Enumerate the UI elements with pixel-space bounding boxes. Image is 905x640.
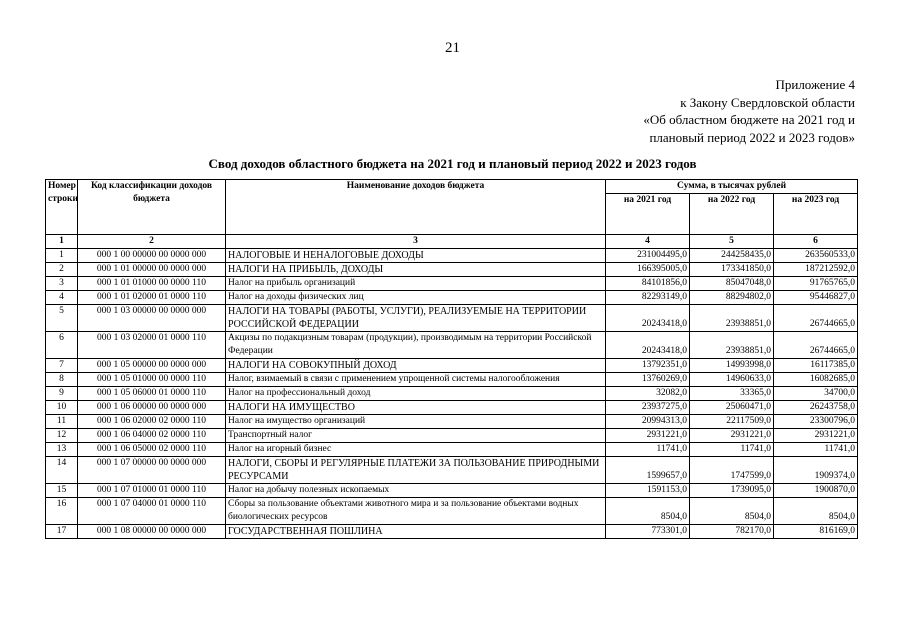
amount-2022-cell: 85047048,0	[690, 277, 774, 291]
table-row	[46, 387, 858, 401]
amount-2023-cell: 16082685,0	[774, 373, 858, 387]
amount-2021-cell: 1591153,0	[606, 484, 690, 498]
amount-2022-cell: 8504,0	[690, 498, 774, 525]
amount-2023-cell: 34700,0	[774, 387, 858, 401]
classification-code-cell: 000 1 06 05000 02 0000 110	[78, 443, 226, 457]
amount-2021-cell: 20243418,0	[606, 305, 690, 332]
revenue-name-cell: НАЛОГИ НА ТОВАРЫ (РАБОТЫ, УСЛУГИ), РЕАЛИЗУЕМЫЕ НА ТЕРРИТОРИИ РОССИЙСКОЙ ФЕДЕРАЦИИ	[226, 305, 606, 332]
amount-2021-cell: 11741,0	[606, 443, 690, 457]
classification-code-cell: 000 1 08 00000 00 0000 000	[78, 525, 226, 539]
classification-code-cell: 000 1 03 02000 01 0000 110	[78, 332, 226, 359]
table-row	[46, 443, 858, 457]
amount-2022-cell: 11741,0	[690, 443, 774, 457]
amount-2021-cell: 8504,0	[606, 498, 690, 525]
table-row	[46, 305, 858, 332]
amount-2023-cell: 263560533,0	[774, 249, 858, 263]
classification-code-cell: 000 1 05 00000 00 0000 000	[78, 359, 226, 373]
table-row	[46, 332, 858, 359]
amount-2022-cell: 244258435,0	[690, 249, 774, 263]
amount-2021-cell: 13792351,0	[606, 359, 690, 373]
amount-2023-cell: 26744665,0	[774, 305, 858, 332]
amount-2022-cell: 23938851,0	[690, 305, 774, 332]
amount-2023-cell: 1900870,0	[774, 484, 858, 498]
column-index: 2	[78, 235, 226, 249]
table-row	[46, 484, 858, 498]
revenue-name-cell: ГОСУДАРСТВЕННАЯ ПОШЛИНА	[226, 525, 606, 539]
column-index: 3	[226, 235, 606, 249]
classification-code-cell: 000 1 03 00000 00 0000 000	[78, 305, 226, 332]
appendix-line-1: Приложение 4	[775, 77, 855, 92]
row-number-cell: 5	[46, 305, 78, 332]
row-number-cell: 9	[46, 387, 78, 401]
amount-2022-cell: 25060471,0	[690, 401, 774, 415]
header-revenue-name: Наименование доходов бюджета	[226, 180, 606, 235]
amount-2021-cell: 231004495,0	[606, 249, 690, 263]
amount-2023-cell: 26744665,0	[774, 332, 858, 359]
table-row	[46, 373, 858, 387]
header-year-2021: на 2021 год	[606, 194, 690, 235]
table-row	[46, 291, 858, 305]
amount-2022-cell: 173341850,0	[690, 263, 774, 277]
amount-2021-cell: 166395005,0	[606, 263, 690, 277]
table-row	[46, 249, 858, 263]
amount-2022-cell: 782170,0	[690, 525, 774, 539]
table-row	[46, 415, 858, 429]
amount-2022-cell: 14960633,0	[690, 373, 774, 387]
column-index: 4	[606, 235, 690, 249]
revenue-name-cell: Налог на доходы физических лиц	[226, 291, 606, 305]
revenue-name-cell: НАЛОГОВЫЕ И НЕНАЛОГОВЫЕ ДОХОДЫ	[226, 249, 606, 263]
header-year-2023: на 2023 год	[774, 194, 858, 235]
row-number-cell: 15	[46, 484, 78, 498]
classification-code-cell: 000 1 05 06000 01 0000 110	[78, 387, 226, 401]
amount-2022-cell: 22117509,0	[690, 415, 774, 429]
revenue-name-cell: Налог на имущество организаций	[226, 415, 606, 429]
classification-code-cell: 000 1 07 04000 01 0000 110	[78, 498, 226, 525]
row-number-cell: 11	[46, 415, 78, 429]
table-row	[46, 277, 858, 291]
classification-code-cell: 000 1 01 00000 00 0000 000	[78, 263, 226, 277]
amount-2022-cell: 88294802,0	[690, 291, 774, 305]
amount-2021-cell: 13760269,0	[606, 373, 690, 387]
amount-2021-cell: 32082,0	[606, 387, 690, 401]
amount-2021-cell: 2931221,0	[606, 429, 690, 443]
amount-2021-cell: 84101856,0	[606, 277, 690, 291]
row-number-cell: 6	[46, 332, 78, 359]
amount-2023-cell: 187212592,0	[774, 263, 858, 277]
revenue-name-cell: Сборы за пользование объектами животного мира и за пользование объектами водных биологических ресурсов	[226, 498, 606, 525]
revenue-name-cell: НАЛОГИ НА ИМУЩЕСТВО	[226, 401, 606, 415]
revenue-name-cell: НАЛОГИ НА СОВОКУПНЫЙ ДОХОД	[226, 359, 606, 373]
amount-2021-cell: 82293149,0	[606, 291, 690, 305]
row-number-cell: 14	[46, 457, 78, 484]
amount-2021-cell: 773301,0	[606, 525, 690, 539]
column-index: 6	[774, 235, 858, 249]
appendix-line-3: «Об областном бюджете на 2021 год и	[643, 112, 855, 127]
amount-2023-cell: 23300796,0	[774, 415, 858, 429]
row-number-cell: 16	[46, 498, 78, 525]
amount-2023-cell: 1909374,0	[774, 457, 858, 484]
revenue-name-cell: Налог на профессиональный доход	[226, 387, 606, 401]
row-number-cell: 10	[46, 401, 78, 415]
header-year-2022: на 2022 год	[690, 194, 774, 235]
amount-2022-cell: 1739095,0	[690, 484, 774, 498]
row-number-cell: 12	[46, 429, 78, 443]
amount-2023-cell: 11741,0	[774, 443, 858, 457]
table-row	[46, 359, 858, 373]
amount-2023-cell: 95446827,0	[774, 291, 858, 305]
classification-code-cell: 000 1 00 00000 00 0000 000	[78, 249, 226, 263]
classification-code-cell: 000 1 07 00000 00 0000 000	[78, 457, 226, 484]
amount-2023-cell: 816169,0	[774, 525, 858, 539]
classification-code-cell: 000 1 06 00000 00 0000 000	[78, 401, 226, 415]
amount-2023-cell: 16117385,0	[774, 359, 858, 373]
amount-2023-cell: 2931221,0	[774, 429, 858, 443]
amount-2022-cell: 14993998,0	[690, 359, 774, 373]
table-row	[46, 457, 858, 484]
appendix-header	[643, 76, 855, 146]
table-row	[46, 525, 858, 539]
revenue-name-cell: Транспортный налог	[226, 429, 606, 443]
amount-2022-cell: 33365,0	[690, 387, 774, 401]
row-number-cell: 3	[46, 277, 78, 291]
revenue-name-cell: НАЛОГИ НА ПРИБЫЛЬ, ДОХОДЫ	[226, 263, 606, 277]
revenue-name-cell: Акцизы по подакцизным товарам (продукции), производимым на территории Российской Федерации	[226, 332, 606, 359]
row-number-cell: 8	[46, 373, 78, 387]
amount-2021-cell: 23937275,0	[606, 401, 690, 415]
column-index: 1	[46, 235, 78, 249]
amount-2021-cell: 20994313,0	[606, 415, 690, 429]
table-row	[46, 498, 858, 525]
header-row-number: Номер строки	[46, 180, 78, 235]
amount-2021-cell: 20243418,0	[606, 332, 690, 359]
classification-code-cell: 000 1 06 02000 02 0000 110	[78, 415, 226, 429]
table-row	[46, 401, 858, 415]
amount-2022-cell: 23938851,0	[690, 332, 774, 359]
classification-code-cell: 000 1 05 01000 00 0000 110	[78, 373, 226, 387]
amount-2023-cell: 91765765,0	[774, 277, 858, 291]
classification-code-cell: 000 1 06 04000 02 0000 110	[78, 429, 226, 443]
revenue-name-cell: НАЛОГИ, СБОРЫ И РЕГУЛЯРНЫЕ ПЛАТЕЖИ ЗА ПОЛЬЗОВАНИЕ ПРИРОДНЫМИ РЕСУРСАМИ	[226, 457, 606, 484]
row-number-cell: 7	[46, 359, 78, 373]
amount-2023-cell: 8504,0	[774, 498, 858, 525]
amount-2023-cell: 26243758,0	[774, 401, 858, 415]
revenue-name-cell: Налог, взимаемый в связи с применением упрощенной системы налогообложения	[226, 373, 606, 387]
revenue-name-cell: Налог на игорный бизнес	[226, 443, 606, 457]
amount-2022-cell: 1747599,0	[690, 457, 774, 484]
column-index-row	[46, 235, 858, 249]
classification-code-cell: 000 1 01 01000 00 0000 110	[78, 277, 226, 291]
table-row	[46, 263, 858, 277]
page-number: 21	[445, 40, 460, 56]
row-number-cell: 17	[46, 525, 78, 539]
classification-code-cell: 000 1 07 01000 01 0000 110	[78, 484, 226, 498]
appendix-line-4: плановый период 2022 и 2023 годов»	[649, 129, 855, 145]
row-number-cell: 2	[46, 263, 78, 277]
row-number-cell: 1	[46, 249, 78, 263]
classification-code-cell: 000 1 01 02000 01 0000 110	[78, 291, 226, 305]
appendix-line-2: к Закону Свердловской области	[680, 94, 855, 110]
document-title: Свод доходов областного бюджета на 2021 год и плановый период 2022 и 2023 годов	[208, 156, 697, 171]
column-index: 5	[690, 235, 774, 249]
amount-2021-cell: 1599657,0	[606, 457, 690, 484]
revenue-name-cell: Налог на прибыль организаций	[226, 277, 606, 291]
revenue-name-cell: Налог на добычу полезных ископаемых	[226, 484, 606, 498]
header-sum: Сумма, в тысячах рублей	[606, 180, 858, 194]
amount-2022-cell: 2931221,0	[690, 429, 774, 443]
row-number-cell: 4	[46, 291, 78, 305]
table-row	[46, 429, 858, 443]
row-number-cell: 13	[46, 443, 78, 457]
header-classification-code: Код классификации доходов бюджета	[78, 180, 226, 235]
budget-revenue-table	[45, 179, 858, 539]
